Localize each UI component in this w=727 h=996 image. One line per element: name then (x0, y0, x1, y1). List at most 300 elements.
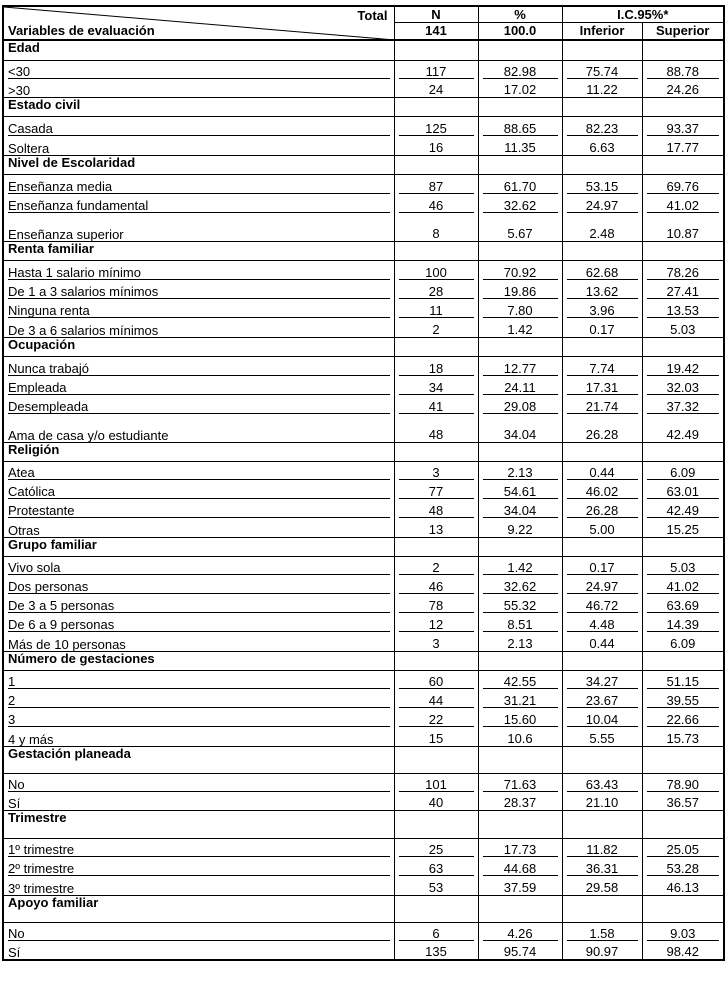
row-label: Desempleada (8, 400, 390, 414)
ci-inferior-value-cell (562, 792, 642, 810)
row-label: De 1 a 3 salarios mínimos (8, 285, 390, 299)
pct-value: 12.77 (483, 362, 558, 376)
ci-inferior-value-cell (562, 708, 642, 727)
ci-superior-value: 6.09 (647, 466, 720, 480)
n-value-cell (394, 213, 478, 241)
ci-inferior-value-cell (562, 395, 642, 414)
ci-inferior-value-cell (562, 174, 642, 194)
n-value: 63 (399, 862, 474, 876)
table-row (3, 280, 724, 299)
pct-value: 70.92 (483, 266, 558, 280)
n-value-cell (394, 79, 478, 97)
pct-value: 2.13 (483, 466, 558, 480)
section-empty-cell (562, 537, 642, 556)
ci-inferior-value: 17.31 (567, 381, 638, 395)
ci-inferior-value: 24.97 (567, 580, 638, 594)
section-empty-cell (394, 97, 478, 116)
n-value-cell (394, 876, 478, 895)
section-empty-cell (478, 155, 562, 174)
section-header-row (3, 442, 724, 461)
pct-value: 61.70 (483, 180, 558, 194)
n-value: 6 (399, 927, 474, 941)
n-value: 22 (399, 713, 474, 727)
ci-superior-value: 32.03 (647, 381, 720, 395)
ci-superior-value-cell (642, 280, 724, 299)
row-label: Ama de casa y/o estudiante (8, 427, 169, 442)
table-row (3, 792, 724, 810)
pct-value-cell (478, 857, 562, 876)
section-title: Número de gestaciones (3, 651, 394, 670)
n-value: 13 (428, 521, 444, 537)
ci-superior-value-cell (642, 60, 724, 79)
row-label: <30 (8, 65, 390, 79)
pct-value-cell (478, 318, 562, 337)
n-value-cell (394, 299, 478, 318)
ci-superior-value: 42.49 (647, 504, 720, 518)
section-empty-cell (562, 40, 642, 60)
row-label: >30 (8, 82, 31, 97)
n-value-cell (394, 773, 478, 792)
n-value-cell (394, 632, 478, 651)
pct-value: 1.42 (483, 561, 558, 575)
row-label: Sí (8, 945, 21, 960)
n-value: 41 (399, 400, 474, 414)
n-value-cell (394, 613, 478, 632)
ci-superior-value: 51.15 (647, 675, 720, 689)
ci-superior-value: 14.39 (647, 618, 720, 632)
pct-value-cell (478, 499, 562, 518)
n-value: 117 (399, 65, 474, 79)
ci-superior-value: 15.25 (666, 521, 700, 537)
pct-value-cell (478, 60, 562, 79)
section-title: Renta familiar (3, 241, 394, 260)
ci-superior-value-cell (642, 792, 724, 810)
pct-value: 54.61 (483, 485, 558, 499)
n-value: 48 (399, 504, 474, 518)
pct-value: 31.21 (483, 694, 558, 708)
ci-inferior-value-cell (562, 136, 642, 155)
row-label-cell (3, 613, 394, 632)
n-value-cell (394, 318, 478, 337)
pct-header: % (478, 6, 562, 23)
section-title: Gestación planeada (3, 746, 394, 773)
ci-inferior-value: 46.72 (567, 599, 638, 613)
ci-superior-value: 36.57 (666, 794, 700, 810)
section-empty-cell (642, 895, 724, 922)
section-empty-cell (394, 895, 478, 922)
ci-inferior-value-cell (562, 280, 642, 299)
ci-superior-value-cell (642, 260, 724, 280)
section-title: Religión (3, 442, 394, 461)
section-empty-cell (394, 241, 478, 260)
section-empty-cell (642, 537, 724, 556)
row-label: Enseñanza media (8, 180, 390, 194)
ci-inferior-value-cell (562, 941, 642, 960)
ci-superior-value: 42.49 (666, 426, 700, 442)
ci-superior-value: 46.13 (666, 879, 700, 895)
row-label-cell (3, 136, 394, 155)
n-value-cell (394, 480, 478, 499)
row-label: No (8, 927, 390, 941)
ci-inferior-value: 2.48 (589, 225, 615, 241)
pct-value: 8.51 (483, 618, 558, 632)
n-value-cell (394, 708, 478, 727)
table-row (3, 632, 724, 651)
n-value: 3 (399, 466, 474, 480)
row-label-cell (3, 414, 394, 442)
row-label-cell (3, 318, 394, 337)
row-label: Dos personas (8, 580, 390, 594)
ci-superior-value-cell (642, 174, 724, 194)
section-empty-cell (562, 155, 642, 174)
row-label-cell (3, 518, 394, 537)
row-label: De 6 a 9 personas (8, 618, 390, 632)
ci-superior-value: 69.76 (647, 180, 720, 194)
table-row (3, 79, 724, 97)
table-row (3, 213, 724, 241)
n-value-cell (394, 838, 478, 857)
row-label: 2 (8, 694, 390, 708)
ci-inferior-value-cell (562, 116, 642, 136)
table-row (3, 136, 724, 155)
row-label-cell (3, 594, 394, 613)
section-empty-cell (394, 337, 478, 356)
ci-superior-value-cell (642, 613, 724, 632)
n-value: 15 (428, 730, 444, 746)
ci-inferior-value: 21.74 (567, 400, 638, 414)
n-total: 141 (394, 23, 478, 41)
ci-superior-value: 63.01 (647, 485, 720, 499)
ci-inferior-value-cell (562, 838, 642, 857)
n-value: 2 (399, 561, 474, 575)
ci-inferior-value: 13.62 (567, 285, 638, 299)
ci-superior-value: 98.42 (666, 944, 700, 959)
section-empty-cell (394, 155, 478, 174)
n-value-cell (394, 792, 478, 810)
pct-value-cell (478, 708, 562, 727)
ci-superior-value-cell (642, 670, 724, 689)
table-row (3, 376, 724, 395)
ci-inferior-value-cell (562, 773, 642, 792)
ci-superior-value-cell (642, 594, 724, 613)
ci-inferior-value-cell (562, 376, 642, 395)
pct-value-cell (478, 518, 562, 537)
ci-inferior-value-cell (562, 318, 642, 337)
pct-value: 44.68 (483, 862, 558, 876)
ci-inferior-value: 53.15 (567, 180, 638, 194)
pct-value-cell (478, 773, 562, 792)
ci-superior-value-cell (642, 116, 724, 136)
n-value-cell (394, 461, 478, 480)
pct-value: 95.74 (503, 944, 537, 959)
ci-superior-value: 5.03 (670, 321, 696, 337)
n-value: 44 (399, 694, 474, 708)
ci-inferior-value-cell (562, 414, 642, 442)
pct-value: 55.32 (483, 599, 558, 613)
section-empty-cell (642, 651, 724, 670)
table-row (3, 857, 724, 876)
pct-value: 15.60 (483, 713, 558, 727)
table-row (3, 356, 724, 376)
ci-inferior-value: 11.22 (586, 81, 618, 97)
ci-inferior-value-cell (562, 727, 642, 746)
table-row (3, 60, 724, 79)
ci-inferior-value-cell (562, 632, 642, 651)
section-empty-cell (562, 651, 642, 670)
row-label: Enseñanza fundamental (8, 199, 390, 213)
pct-value-cell (478, 575, 562, 594)
n-value: 125 (399, 122, 474, 136)
table-row (3, 395, 724, 414)
n-value: 48 (428, 426, 444, 442)
section-header-row (3, 337, 724, 356)
pct-value: 34.04 (483, 504, 558, 518)
n-value: 100 (399, 266, 474, 280)
row-label: Casada (8, 122, 390, 136)
section-empty-cell (642, 810, 724, 838)
section-empty-cell (478, 337, 562, 356)
section-empty-cell (394, 651, 478, 670)
ci-inferior-value: 0.44 (589, 635, 615, 651)
pct-value: 32.62 (483, 199, 558, 213)
n-value: 78 (399, 599, 474, 613)
pct-value-cell (478, 213, 562, 241)
section-empty-cell (478, 746, 562, 773)
ci-superior-value: 25.05 (647, 843, 720, 857)
ci-superior-value: 10.87 (666, 225, 700, 241)
row-label: Más de 10 personas (8, 636, 126, 651)
ci-inferior-value: 0.17 (589, 321, 615, 337)
row-label-cell (3, 356, 394, 376)
table-row (3, 876, 724, 895)
n-value-cell (394, 116, 478, 136)
pct-value: 88.65 (483, 122, 558, 136)
n-value: 101 (399, 778, 474, 792)
pct-value: 19.86 (483, 285, 558, 299)
row-label: Soltera (8, 140, 50, 155)
pct-value-cell (478, 461, 562, 480)
row-label-cell (3, 876, 394, 895)
section-title: Ocupación (3, 337, 394, 356)
ci-superior-value: 78.90 (647, 778, 720, 792)
diagonal-header-cell (3, 6, 394, 40)
ci-superior-value-cell (642, 876, 724, 895)
ci-superior-value-cell (642, 556, 724, 575)
table-row (3, 727, 724, 746)
section-empty-cell (394, 746, 478, 773)
ci-superior-value: 15.73 (666, 730, 700, 746)
section-header-row (3, 241, 724, 260)
ci-superior-value: 27.41 (647, 285, 720, 299)
pct-value-cell (478, 174, 562, 194)
ci-superior-value-cell (642, 136, 724, 155)
pct-value: 24.11 (483, 381, 558, 395)
table-row (3, 613, 724, 632)
n-value: 18 (399, 362, 474, 376)
ci-superior-value: 41.02 (647, 580, 720, 594)
section-empty-cell (478, 537, 562, 556)
row-label-cell (3, 792, 394, 810)
n-value-cell (394, 556, 478, 575)
table-row (3, 318, 724, 337)
section-title: Edad (3, 40, 394, 60)
n-value-cell (394, 280, 478, 299)
row-label-cell (3, 632, 394, 651)
ci-inferior-value: 63.43 (567, 778, 638, 792)
pct-value: 71.63 (483, 778, 558, 792)
n-value-cell (394, 194, 478, 213)
section-empty-cell (478, 651, 562, 670)
pct-value-cell (478, 280, 562, 299)
n-value: 25 (399, 843, 474, 857)
ci-inferior-value-cell (562, 518, 642, 537)
ci-superior-value-cell (642, 857, 724, 876)
section-header-row (3, 155, 724, 174)
ci-superior-value-cell (642, 414, 724, 442)
n-value: 28 (399, 285, 474, 299)
pct-value-cell (478, 136, 562, 155)
n-value: 60 (399, 675, 474, 689)
n-value-cell (394, 356, 478, 376)
pct-value-cell (478, 670, 562, 689)
section-empty-cell (562, 895, 642, 922)
ci-inferior-value-cell (562, 876, 642, 895)
pct-value: 37.59 (503, 879, 537, 895)
ci-inferior-value: 34.27 (567, 675, 638, 689)
ci-inferior-value: 26.28 (567, 504, 638, 518)
ci-superior-value-cell (642, 213, 724, 241)
row-label: 1 (8, 675, 390, 689)
pct-value: 5.67 (507, 225, 533, 241)
ci-superior-value: 19.42 (647, 362, 720, 376)
ci-superior-value-cell (642, 79, 724, 97)
pct-value: 17.02 (503, 81, 537, 97)
row-label-cell (3, 689, 394, 708)
section-title: Grupo familiar (3, 537, 394, 556)
table-row (3, 260, 724, 280)
row-label-cell (3, 213, 394, 241)
row-label: Nunca trabajó (8, 362, 390, 376)
ci-superior-value: 88.78 (647, 65, 720, 79)
n-value: 3 (432, 635, 440, 651)
ci-superior-value: 5.03 (647, 561, 720, 575)
variables-label: Variables de evaluación (8, 23, 155, 38)
section-header-row (3, 895, 724, 922)
n-value: 77 (399, 485, 474, 499)
ci-inferior-value: 10.04 (567, 713, 638, 727)
total-label: Total (357, 8, 388, 23)
n-value-cell (394, 136, 478, 155)
ci-inferior-value: 11.82 (567, 843, 638, 857)
data-table (2, 5, 725, 961)
pct-value-cell (478, 376, 562, 395)
row-label-cell (3, 60, 394, 79)
pct-value: 29.08 (483, 400, 558, 414)
n-value: 16 (428, 139, 444, 155)
row-label: 3º trimestre (8, 880, 75, 895)
row-label: 2º trimestre (8, 862, 390, 876)
pct-value-cell (478, 480, 562, 499)
ci-superior-value: 9.03 (647, 927, 720, 941)
pct-value-cell (478, 556, 562, 575)
ci-inferior-value-cell (562, 556, 642, 575)
pct-value: 17.73 (483, 843, 558, 857)
n-value: 34 (399, 381, 474, 395)
ci-superior-value: 13.53 (647, 304, 720, 318)
n-value: 87 (399, 180, 474, 194)
section-empty-cell (562, 442, 642, 461)
n-value-cell (394, 60, 478, 79)
pct-value-cell (478, 922, 562, 941)
ci-inferior-value: 29.58 (585, 879, 619, 895)
ci-superior-value-cell (642, 922, 724, 941)
table-row (3, 941, 724, 960)
ci-superior-value: 53.28 (647, 862, 720, 876)
row-label-cell (3, 499, 394, 518)
n-value-cell (394, 414, 478, 442)
section-header-row (3, 810, 724, 838)
row-label-cell (3, 670, 394, 689)
row-label: 4 y más (8, 731, 54, 746)
ci-superior-value-cell (642, 461, 724, 480)
n-value-cell (394, 395, 478, 414)
pct-value-cell (478, 356, 562, 376)
table-row (3, 461, 724, 480)
section-empty-cell (642, 746, 724, 773)
row-label-cell (3, 280, 394, 299)
row-label-cell (3, 116, 394, 136)
ci-superior-value-cell (642, 727, 724, 746)
section-header-row (3, 40, 724, 60)
row-label: Sí (8, 795, 21, 810)
n-value-cell (394, 689, 478, 708)
n-value: 8 (432, 225, 440, 241)
ci-superior-value: 6.09 (670, 635, 696, 651)
row-label: Atea (8, 466, 390, 480)
section-empty-cell (642, 337, 724, 356)
row-label: 3 (8, 713, 390, 727)
row-label-cell (3, 461, 394, 480)
row-label-cell (3, 575, 394, 594)
ci-inferior-value: 6.63 (589, 139, 615, 155)
row-label: Enseñanza superior (8, 226, 124, 241)
section-title: Estado civil (3, 97, 394, 116)
ci-inferior-value-cell (562, 461, 642, 480)
ci-inferior-value: 5.00 (589, 521, 615, 537)
n-value-cell (394, 499, 478, 518)
n-value: 11 (399, 304, 474, 318)
row-label-cell (3, 194, 394, 213)
pct-value: 1.42 (507, 321, 533, 337)
ci-inferior-value-cell (562, 213, 642, 241)
pct-value-cell (478, 79, 562, 97)
ci-inferior-value: 75.74 (567, 65, 638, 79)
row-label: No (8, 778, 390, 792)
pct-value-cell (478, 116, 562, 136)
ci-superior-value: 41.02 (647, 199, 720, 213)
ci-superior-value-cell (642, 318, 724, 337)
ci-inferior-value-cell (562, 922, 642, 941)
section-header-row (3, 97, 724, 116)
row-label: Católica (8, 485, 390, 499)
ci-inferior-value-cell (562, 670, 642, 689)
ci-superior-value-cell (642, 941, 724, 960)
pct-value: 4.26 (483, 927, 558, 941)
ci-superior-value-cell (642, 499, 724, 518)
table-row (3, 174, 724, 194)
pct-value-cell (478, 632, 562, 651)
n-value-cell (394, 727, 478, 746)
